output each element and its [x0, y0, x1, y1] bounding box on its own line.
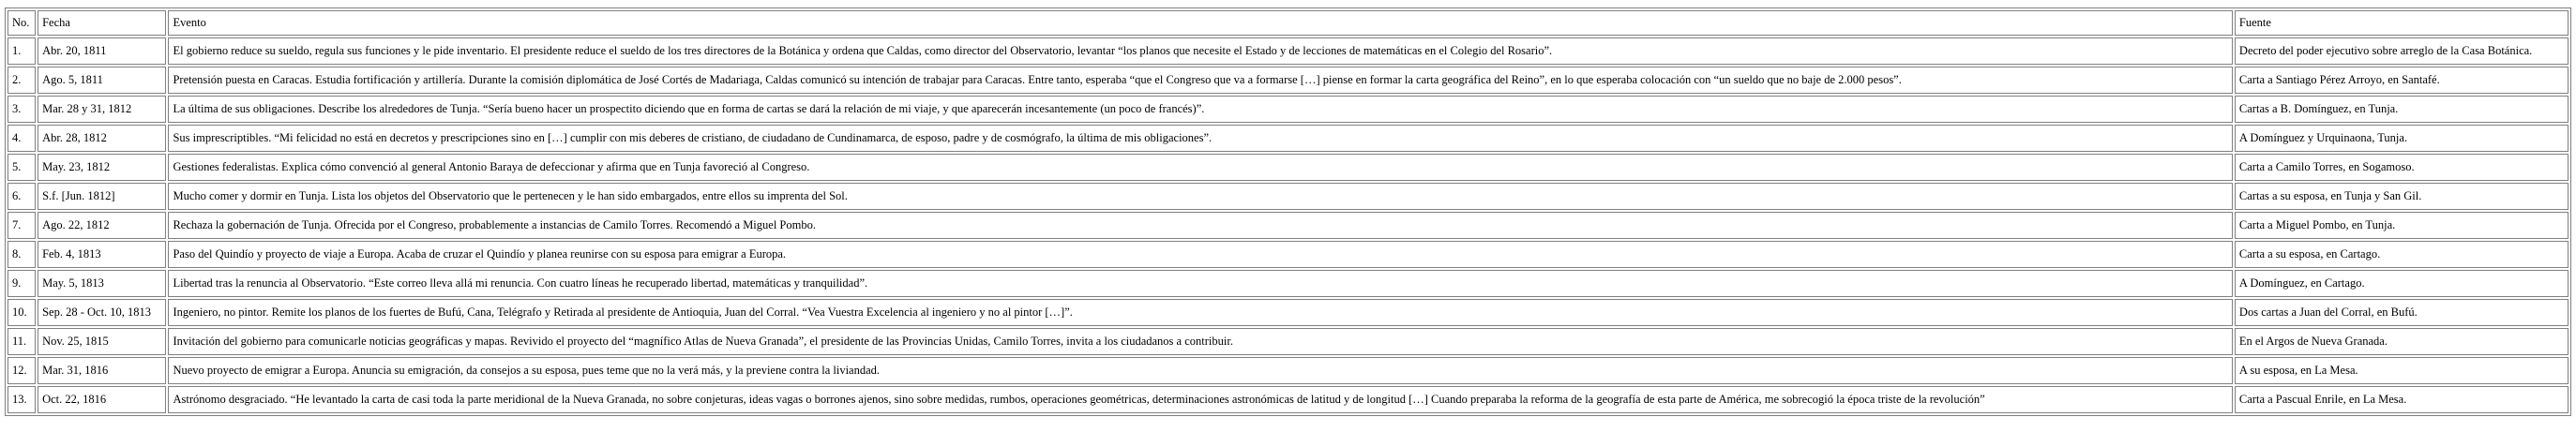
cell-fecha: May. 5, 1813	[38, 270, 166, 297]
cell-fecha: Mar. 31, 1816	[38, 357, 166, 384]
cell-no: 8.	[8, 241, 36, 268]
table-row	[8, 357, 2568, 384]
cell-evento: Rechaza la gobernación de Tunja. Ofrecida por el Congreso, probablemente a instancias de Camilo Torres. Recomendó a Miguel Pombo.	[168, 212, 2232, 239]
cell-fuente: Carta a Miguel Pombo, en Tunja.	[2235, 212, 2568, 239]
header-row	[8, 10, 2568, 36]
header-fecha: Fecha	[38, 10, 166, 36]
cell-no: 2.	[8, 67, 36, 94]
chronology-table	[5, 7, 2571, 416]
cell-no: 6.	[8, 183, 36, 210]
cell-fecha: Abr. 20, 1811	[38, 37, 166, 65]
header-evento: Evento	[168, 10, 2232, 36]
cell-fecha: Mar. 28 y 31, 1812	[38, 96, 166, 123]
table-row	[8, 37, 2568, 65]
cell-no: 4.	[8, 125, 36, 152]
cell-no: 10.	[8, 299, 36, 326]
cell-fecha: Ago. 22, 1812	[38, 212, 166, 239]
header-fuente: Fuente	[2235, 10, 2568, 36]
cell-no: 13.	[8, 386, 36, 413]
table-row	[8, 183, 2568, 210]
cell-no: 9.	[8, 270, 36, 297]
cell-fuente: En el Argos de Nueva Granada.	[2235, 328, 2568, 355]
cell-fuente: Carta a su esposa, en Cartago.	[2235, 241, 2568, 268]
table-row	[8, 299, 2568, 326]
table-row	[8, 67, 2568, 94]
cell-fecha: Ago. 5, 1811	[38, 67, 166, 94]
table-row	[8, 386, 2568, 413]
cell-evento: Invitación del gobierno para comunicarle noticias geográficas y mapas. Revivido el proyecto del “magnífico Atlas de Nueva Granada”, el presidente de las Provincias Unidas, Camilo Torres, invita a los ciudadanos a contribuir.	[168, 328, 2232, 355]
cell-no: 1.	[8, 37, 36, 65]
table-row	[8, 328, 2568, 355]
cell-fuente: A su esposa, en La Mesa.	[2235, 357, 2568, 384]
table-row	[8, 212, 2568, 239]
cell-evento: Ingeniero, no pintor. Remite los planos de los fuertes de Bufú, Cana, Telégrafo y Retirada al presidente de Antioquia, Juan del Corral. “Vea Vuestra Excelencia al ingeniero y no al pintor […]”.	[168, 299, 2232, 326]
cell-evento: Sus imprescriptibles. “Mi felicidad no está en decretos y prescripciones sino en […] cumplir con mis deberes de cristiano, de ciudadano de Cundinamarca, de esposo, padre y de cosmógrafo, la última de mis obligaciones”.	[168, 125, 2232, 152]
cell-evento: Astrónomo desgraciado. “He levantado la carta de casi toda la parte meridional de la Nueva Granada, no sobre conjeturas, ideas vagas o borrones ajenos, sino sobre medidas, rumbos, operaciones geométricas, determinaciones astronómicas de latitud y de longitud […] Cuando preparaba la reforma de la geografía de esta parte de América, me sobrecogió la época triste de la revolución”	[168, 386, 2232, 413]
cell-fuente: Carta a Pascual Enrile, en La Mesa.	[2235, 386, 2568, 413]
header-no: No.	[8, 10, 36, 36]
cell-evento: Pretensión puesta en Caracas. Estudia fortificación y artillería. Durante la comisión diplomática de José Cortés de Madariaga, Caldas comunicó su intención de trabajar para Caracas. Entre tanto, esperaba “que el Congreso que va a formarse […] piense en formar la carta geográfica del Reino”, en lo que esperaba colocación con “un sueldo que no baje de 2.000 pesos”.	[168, 67, 2232, 94]
table-row	[8, 241, 2568, 268]
cell-no: 11.	[8, 328, 36, 355]
cell-fecha: Nov. 25, 1815	[38, 328, 166, 355]
cell-fuente: Carta a Camilo Torres, en Sogamoso.	[2235, 154, 2568, 181]
cell-fuente: Dos cartas a Juan del Corral, en Bufú.	[2235, 299, 2568, 326]
table-row	[8, 96, 2568, 123]
cell-evento: Libertad tras la renuncia al Observatorio. “Este correo lleva allá mi renuncia. Con cuatro líneas he recuperado libertad, matemáticas y tranquilidad”.	[168, 270, 2232, 297]
cell-evento: La última de sus obligaciones. Describe los alrededores de Tunja. “Sería bueno hacer un prospectito diciendo que en forma de cartas se dará la relación de mi viaje, y que aparecerán incesantemente (un poco de francés)”.	[168, 96, 2232, 123]
cell-evento: Gestiones federalistas. Explica cómo convenció al general Antonio Baraya de defeccionar y afirma que en Tunja favoreció al Congreso.	[168, 154, 2232, 181]
cell-fuente: A Domínguez, en Cartago.	[2235, 270, 2568, 297]
cell-fecha: S.f. [Jun. 1812]	[38, 183, 166, 210]
cell-fuente: Carta a Santiago Pérez Arroyo, en Santafé.	[2235, 67, 2568, 94]
cell-fecha: Sep. 28 - Oct. 10, 1813	[38, 299, 166, 326]
table-row	[8, 154, 2568, 181]
cell-fuente: Cartas a B. Domínguez, en Tunja.	[2235, 96, 2568, 123]
cell-fecha: Oct. 22, 1816	[38, 386, 166, 413]
cell-no: 5.	[8, 154, 36, 181]
cell-fecha: Abr. 28, 1812	[38, 125, 166, 152]
cell-fecha: Feb. 4, 1813	[38, 241, 166, 268]
cell-fuente: Cartas a su esposa, en Tunja y San Gil.	[2235, 183, 2568, 210]
cell-evento: Nuevo proyecto de emigrar a Europa. Anuncia su emigración, da consejos a su esposa, pues teme que no la verá más, y la previene contra la liviandad.	[168, 357, 2232, 384]
table-row	[8, 270, 2568, 297]
cell-fecha: May. 23, 1812	[38, 154, 166, 181]
cell-no: 3.	[8, 96, 36, 123]
cell-evento: Mucho comer y dormir en Tunja. Lista los objetos del Observatorio que le pertenecen y le han sido embargados, entre ellos su imprenta del Sol.	[168, 183, 2232, 210]
table-row	[8, 125, 2568, 152]
cell-fuente: A Domínguez y Urquinaona, Tunja.	[2235, 125, 2568, 152]
cell-evento: El gobierno reduce su sueldo, regula sus funciones y le pide inventario. El presidente reduce el sueldo de los tres directores de la Botánica y ordena que Caldas, como director del Observatorio, levantar “los planos que necesite el Estado y de lecciones de matemáticas en el Colegio del Rosario”.	[168, 37, 2232, 65]
cell-fuente: Decreto del poder ejecutivo sobre arreglo de la Casa Botánica.	[2235, 37, 2568, 65]
cell-evento: Paso del Quindío y proyecto de viaje a Europa. Acaba de cruzar el Quindío y planea reunirse con su esposa para emigrar a Europa.	[168, 241, 2232, 268]
cell-no: 7.	[8, 212, 36, 239]
cell-no: 12.	[8, 357, 36, 384]
